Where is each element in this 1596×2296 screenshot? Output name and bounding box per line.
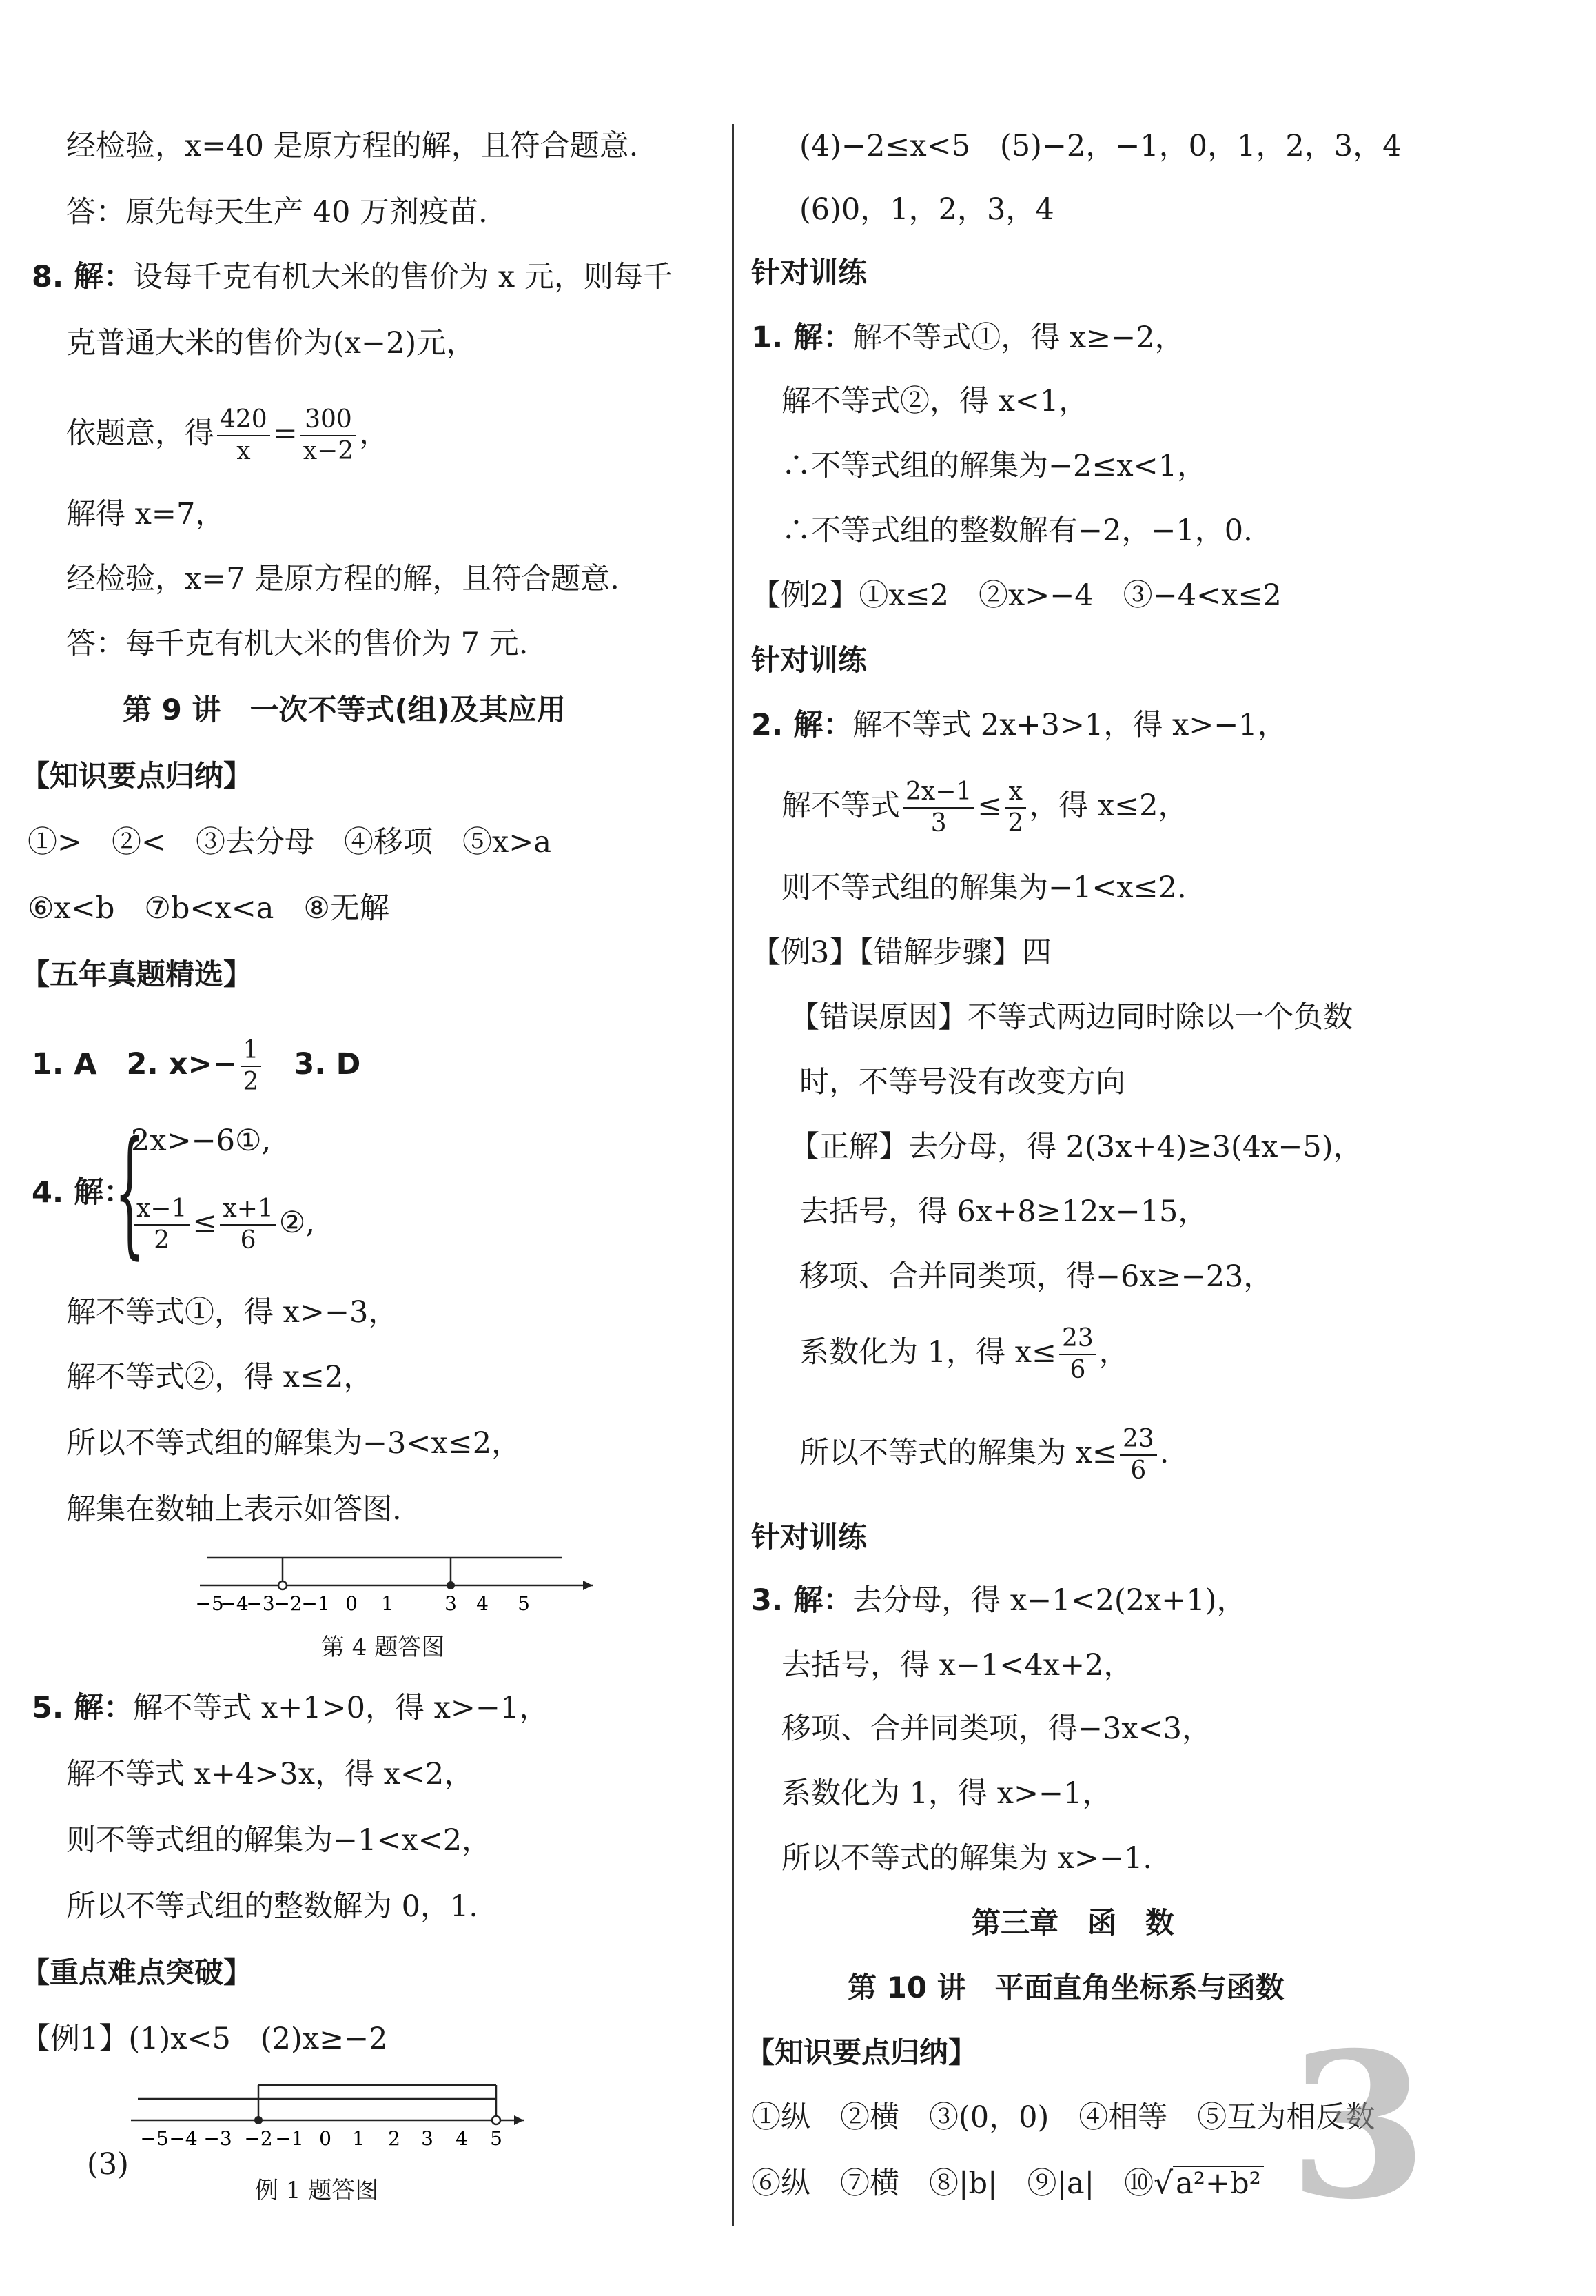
text-line: 答：原先每天生产 40 万剂疫苗.: [66, 195, 488, 230]
fraction: [241, 1035, 262, 1097]
tick-label: 2: [388, 2127, 400, 2150]
text-line: 解不等式②，得 x<1，: [781, 384, 1089, 418]
t3-solution: [751, 1580, 1246, 1621]
text-line: 时，不等号没有改变方向: [799, 1065, 1125, 1099]
q8-text: 设每千克有机大米的售价为 x 元，则每千: [133, 260, 673, 294]
text-line: 解不等式 x+4>3x，得 x<2，: [66, 1757, 474, 1791]
text: ，: [359, 416, 389, 451]
number-line-figure-4: [179, 1544, 606, 1620]
text-line: 移项、合并同类项，得−6x≥−23，: [799, 1259, 1273, 1294]
open-point: [278, 1581, 287, 1589]
text: 1. A 2. x>−: [32, 1047, 238, 1081]
tick-label: −3: [246, 1592, 275, 1615]
tick-label: 3: [421, 2127, 433, 2150]
text: 解不等式: [781, 789, 900, 823]
tick-label: −2: [244, 2127, 273, 2150]
text-line: 解集在数轴上表示如答图.: [66, 1492, 402, 1527]
axis-arrow: [583, 1581, 593, 1590]
example-1: 【例1】(1)x<5 (2)x≥−2: [21, 2022, 388, 2056]
text-line: 解不等式①，得 x>−3，: [66, 1295, 398, 1330]
tick-label: 5: [490, 2127, 502, 2150]
tick-label: 0: [345, 1592, 358, 1615]
column-divider: [732, 124, 734, 2226]
lecture-title: 第 9 讲 一次不等式(组)及其应用: [123, 693, 566, 727]
text-line: 克普通大米的售价为(x−2)元，: [66, 326, 476, 360]
tick-label: −3: [203, 2127, 232, 2150]
text: 系数化为 1，得 x≤: [799, 1335, 1056, 1370]
answer-row: [751, 2163, 1264, 2204]
section-heading: 【知识要点归纳】: [746, 2035, 978, 2069]
tick-label: −1: [275, 2127, 304, 2150]
denominator: 3: [930, 809, 947, 837]
part-label: (3): [87, 2147, 129, 2182]
example-2: 【例2】①x≤2 ②x>−4 ③−4<x≤2: [751, 578, 1282, 613]
t1-number: 1. 解：: [751, 321, 853, 355]
axis-ticks: [195, 1592, 530, 1615]
q5-solution: [32, 1687, 549, 1729]
text-line: 去括号，得 6x+8≥12x−15，: [799, 1195, 1208, 1229]
denominator: 2: [154, 1226, 170, 1254]
section-heading: 【重点难点突破】: [21, 1955, 253, 1989]
tick-label: 3: [444, 1592, 457, 1615]
tick-label: 0: [319, 2127, 331, 2150]
text: 3. D: [264, 1047, 361, 1081]
example-3: 【例3】【错解步骤】四: [751, 935, 1052, 970]
q5-number: 5. 解：: [32, 1691, 134, 1725]
fraction: [903, 777, 974, 839]
denominator: 2: [243, 1068, 259, 1096]
text: 所以不等式的解集为 x≤: [799, 1436, 1117, 1470]
t2-solution: [751, 704, 1287, 746]
operator: ≤: [192, 1206, 218, 1240]
text-line: 系数化为 1，得 x>−1，: [781, 1776, 1112, 1811]
text-line: ∴不等式组的解集为−2≤x<1，: [781, 449, 1207, 483]
text-line: 【正解】去分母，得 2(3x+4)≥3(4x−5)，: [790, 1130, 1363, 1164]
q4-number: 4. 解：: [32, 1175, 134, 1210]
numerator: 300: [300, 405, 356, 436]
text-line: 移项、合并同类项，得−3x<3，: [781, 1711, 1212, 1746]
axis-arrow: [514, 2115, 524, 2125]
section-heading: 针对训练: [751, 643, 868, 677]
lecture-title: 第 10 讲 平面直角坐标系与函数: [848, 1971, 1285, 2004]
text-line: 解不等式②，得 x≤2，: [66, 1360, 374, 1394]
open-point: [492, 2116, 500, 2124]
text-line: 答：每千克有机大米的售价为 7 元.: [66, 627, 529, 661]
equals-sign: =: [272, 416, 298, 451]
text-line: 所以不等式的解集为 x>−1.: [781, 1841, 1153, 1876]
q8-solution: [32, 256, 673, 298]
denominator: 6: [240, 1226, 256, 1254]
text-line: 经检验，x=40 是原方程的解，且符合题意.: [66, 129, 639, 163]
tick-label: −4: [220, 1592, 249, 1615]
text: 去分母，得 x−1<2(2x+1)，: [852, 1583, 1247, 1618]
q8-equation: [66, 403, 389, 467]
answer-row: ①纵 ②横 ③(0，0) ④相等 ⑤互为相反数: [751, 2100, 1375, 2135]
system-line-1: 2x>−6①,: [131, 1124, 272, 1158]
tick-label: 4: [476, 1592, 489, 1615]
figure-caption: 第 4 题答图: [321, 1634, 445, 1661]
fraction: [217, 405, 270, 467]
t3-coef-step: [799, 1322, 1129, 1385]
text-line: 所以不等式组的解集为−3<x≤2，: [66, 1426, 522, 1461]
tick-label: 1: [352, 2127, 365, 2150]
denominator: x: [236, 437, 251, 465]
tick-label: −5: [140, 2127, 169, 2150]
fraction: [134, 1194, 190, 1256]
section-heading: 针对训练: [751, 1520, 868, 1554]
page-decoration-number: 3: [1289, 2009, 1428, 2244]
denominator: 2: [1007, 809, 1024, 837]
numerator: x+1: [220, 1194, 276, 1226]
t1-solution: [751, 317, 1185, 358]
fraction: [1059, 1323, 1096, 1385]
chapter-title: 第三章 函 数: [972, 1906, 1175, 1940]
text-line: 去括号，得 x−1<4x+2，: [781, 1648, 1134, 1683]
axis-ticks: [140, 2127, 502, 2150]
tick-label: −5: [195, 1592, 224, 1615]
tick-label: 5: [518, 1592, 530, 1615]
numerator: 23: [1120, 1424, 1157, 1456]
text: ⑥纵 ⑦横 ⑧|b| ⑨|a| ⑩: [751, 2166, 1154, 2201]
denominator: x−2: [303, 437, 354, 465]
closed-point: [254, 2116, 263, 2124]
system-line-2: [131, 1192, 315, 1256]
fraction: [1120, 1424, 1157, 1486]
text-line: 则不等式组的解集为−1<x≤2.: [781, 871, 1187, 905]
text-line: 则不等式组的解集为−1<x<2，: [66, 1823, 492, 1858]
text-line: 【错误原因】不等式两边同时除以一个负数: [790, 1000, 1353, 1035]
numerator: 420: [217, 405, 270, 436]
tick-label: 4: [456, 2127, 468, 2150]
figure-caption: 例 1 题答图: [255, 2177, 379, 2204]
text-line: 经检验，x=7 是原方程的解，且符合题意.: [66, 562, 620, 596]
left-brace: {: [114, 1112, 145, 1272]
answer-row: ①> ②< ③去分母 ④移项 ⑤x>a: [28, 825, 551, 860]
t2-inequality: [781, 775, 1188, 839]
tick-label: −1: [301, 1592, 330, 1615]
numerator: x−1: [134, 1194, 190, 1226]
text: ，: [1098, 1335, 1129, 1370]
operator: ≤: [977, 789, 1003, 823]
denominator: 6: [1130, 1456, 1147, 1485]
text: .: [1159, 1436, 1169, 1470]
text: 依题意，得: [66, 416, 214, 451]
numerator: x: [1005, 777, 1026, 809]
tick-label: 1: [381, 1592, 393, 1615]
text: 解不等式 x+1>0，得 x>−1，: [133, 1691, 549, 1725]
section-heading: 【五年真题精选】: [21, 957, 253, 991]
text-line: ∴不等式组的整数解有−2，−1，0.: [781, 514, 1253, 548]
fraction: [300, 405, 356, 467]
answer-row: ⑥x<b ⑦b<x<a ⑧无解: [28, 891, 389, 926]
text-line: (4)−2≤x<5 (5)−2，−1，0，1，2，3，4: [799, 129, 1402, 163]
radicand: a²+b²: [1173, 2166, 1264, 2200]
solution-set: [799, 1423, 1169, 1486]
answers-1-3: [32, 1034, 360, 1097]
numerator: 2x−1: [903, 777, 974, 809]
section-heading: 针对训练: [751, 256, 868, 289]
text: 解不等式 2x+3>1，得 x>−1，: [852, 708, 1287, 742]
t2-number: 2. 解：: [751, 708, 853, 742]
fraction: [1005, 777, 1026, 839]
text: ，得 x≤2，: [1029, 789, 1188, 823]
t3-number: 3. 解：: [751, 1583, 853, 1618]
tick-label: −4: [169, 2127, 198, 2150]
denominator: 6: [1070, 1356, 1086, 1384]
number-line-example-1: [124, 2075, 551, 2151]
closed-point: [447, 1581, 455, 1589]
numerator: 1: [241, 1035, 262, 1067]
text-line: 所以不等式组的整数解为 0，1.: [66, 1889, 479, 1924]
text: ②,: [278, 1206, 315, 1240]
text-line: 解得 x=7，: [66, 497, 225, 531]
section-heading: 【知识要点归纳】: [21, 759, 253, 793]
text: 解不等式①，得 x≥−2，: [852, 321, 1185, 355]
text-line: (6)0，1，2，3，4: [799, 192, 1054, 227]
sqrt-icon: √: [1154, 2166, 1174, 2201]
fraction: [220, 1194, 276, 1256]
numerator: 23: [1059, 1323, 1096, 1355]
q8-number: 8. 解：: [32, 260, 134, 294]
tick-label: −2: [274, 1592, 303, 1615]
